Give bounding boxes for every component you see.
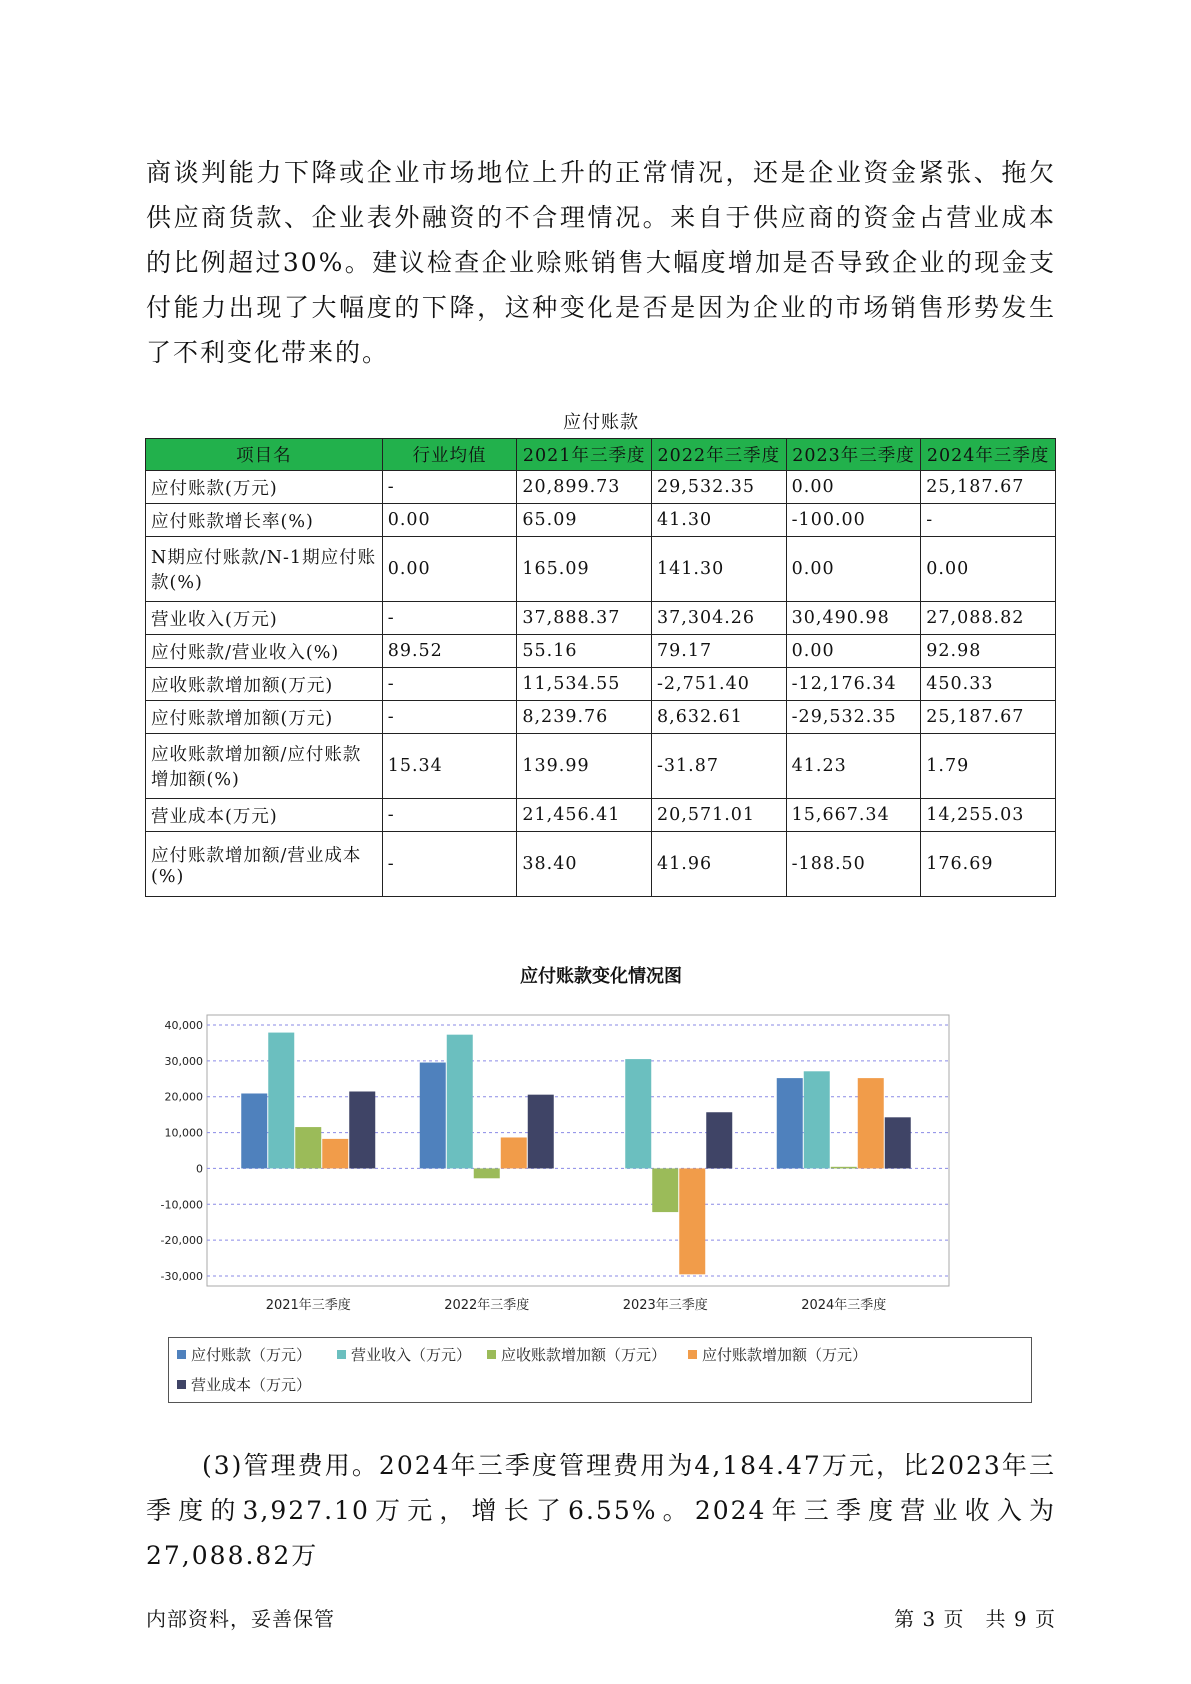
table-row-label: 应收账款增加额/应付账款增加额(%) — [146, 734, 383, 799]
y-tick-label: -20,000 — [160, 1234, 203, 1248]
table-row-label: 营业收入(万元) — [146, 602, 383, 635]
table-header-row — [146, 439, 1056, 471]
bar — [652, 1168, 678, 1212]
footer-page-number: 第 3 页 共 9 页 — [894, 1607, 1056, 1631]
legend-label: 营业收入（万元） — [351, 1346, 472, 1364]
table-cell: 20,571.01 — [652, 799, 787, 832]
table-cell: 8,239.76 — [517, 701, 652, 734]
table-cell: -29,532.35 — [786, 701, 921, 734]
chart-title: 应付账款变化情况图 — [520, 966, 682, 987]
table-row-label: 应付账款/营业收入(%) — [146, 635, 383, 668]
accounts-payable-table — [145, 438, 1056, 897]
table-row — [146, 799, 1056, 832]
table-cell: 14,255.03 — [921, 799, 1056, 832]
table-row — [146, 701, 1056, 734]
bar — [679, 1168, 705, 1274]
y-tick-label: -30,000 — [160, 1270, 203, 1283]
y-tick-label: 40,000 — [164, 1019, 203, 1032]
table-cell: 92.98 — [921, 635, 1056, 668]
legend-label: 应付账款（万元） — [191, 1346, 312, 1364]
legend-swatch — [177, 1350, 186, 1359]
bar — [295, 1127, 321, 1168]
bar — [625, 1059, 651, 1168]
legend-label: 应收账款增加额（万元） — [501, 1346, 667, 1364]
legend-item — [337, 1344, 471, 1365]
table-row — [146, 602, 1056, 635]
table-cell: 8,632.61 — [652, 701, 787, 734]
table-cell: 139.99 — [517, 734, 652, 799]
table-cell: 21,456.41 — [517, 799, 652, 832]
body-paragraph-2: (3)管理费用。2024年三季度管理费用为4,184.47万元，比2023年三季度的3,927.10万元，增长了6.55%。2024年三季度营业收入为27,088.82万 — [146, 1451, 1056, 1570]
table-cell: 0.00 — [382, 537, 517, 602]
table-cell: 176.69 — [921, 832, 1056, 897]
table-cell: - — [382, 602, 517, 635]
y-tick-label: 30,000 — [164, 1054, 203, 1068]
legend-item — [688, 1344, 867, 1365]
bar — [706, 1112, 732, 1168]
bar — [268, 1033, 294, 1169]
bar — [322, 1139, 348, 1169]
table-cell: 29,532.35 — [652, 471, 787, 504]
table-cell: 41.23 — [786, 734, 921, 799]
bar — [804, 1071, 830, 1168]
table-cell: 0.00 — [382, 504, 517, 537]
table-cell: 0.00 — [786, 635, 921, 668]
table-cell: 11,534.55 — [517, 668, 652, 701]
table-cell: -188.50 — [786, 832, 921, 897]
bar — [777, 1078, 803, 1168]
y-tick-label: 20,000 — [164, 1090, 203, 1104]
table-row — [146, 537, 1056, 602]
table-cell: 37,304.26 — [652, 602, 787, 635]
table-row-label: N期应付账款/N-1期应付账款(%) — [146, 537, 383, 602]
table-cell: 1.79 — [921, 734, 1056, 799]
table-cell: 0.00 — [786, 537, 921, 602]
x-tick-label: 2023年三季度 — [622, 1298, 708, 1313]
legend-swatch — [688, 1350, 697, 1359]
table-cell: -12,176.34 — [786, 668, 921, 701]
legend-label: 营业成本（万元） — [191, 1376, 312, 1394]
bar — [501, 1137, 527, 1168]
x-tick-label: 2022年三季度 — [444, 1298, 530, 1313]
table-cell: 65.09 — [517, 504, 652, 537]
bar — [349, 1091, 375, 1168]
table-cell: - — [382, 701, 517, 734]
table-cell: 55.16 — [517, 635, 652, 668]
table-row — [146, 471, 1056, 504]
table-cell: 0.00 — [921, 537, 1056, 602]
table-row-label: 应付账款(万元) — [146, 471, 383, 504]
table-cell: 89.52 — [382, 635, 517, 668]
bar — [528, 1095, 554, 1169]
table-cell: 141.30 — [652, 537, 787, 602]
table-cell: 25,187.67 — [921, 701, 1056, 734]
table-cell: -31.87 — [652, 734, 787, 799]
table-caption: 应付账款 — [563, 412, 639, 433]
table-row — [146, 504, 1056, 537]
legend-swatch — [337, 1350, 346, 1359]
bar — [241, 1093, 267, 1168]
table-cell: - — [921, 504, 1056, 537]
x-tick-label: 2021年三季度 — [265, 1298, 351, 1313]
legend-swatch — [487, 1350, 496, 1359]
table-cell: 38.40 — [517, 832, 652, 897]
table-header-cell: 2022年三季度 — [652, 439, 787, 471]
legend-label: 应付账款增加额（万元） — [702, 1346, 868, 1364]
table-cell: -2,751.40 — [652, 668, 787, 701]
table-row — [146, 668, 1056, 701]
bar-chart — [160, 995, 960, 1325]
legend-item — [487, 1344, 666, 1365]
table-cell: 79.17 — [652, 635, 787, 668]
bar — [420, 1063, 446, 1169]
table-row-label: 应付账款增长率(%) — [146, 504, 383, 537]
table-row-label: 营业成本(万元) — [146, 799, 383, 832]
table-row — [146, 832, 1056, 897]
bar — [858, 1078, 884, 1168]
table-cell: 30,490.98 — [786, 602, 921, 635]
table-row-label: 应付账款增加额/营业成本(%) — [146, 832, 383, 897]
table-cell: - — [382, 471, 517, 504]
table-header-cell: 2021年三季度 — [517, 439, 652, 471]
table-cell: 450.33 — [921, 668, 1056, 701]
x-tick-label: 2024年三季度 — [801, 1298, 887, 1313]
table-row — [146, 635, 1056, 668]
table-cell: 15.34 — [382, 734, 517, 799]
table-header-cell: 2024年三季度 — [921, 439, 1056, 471]
table-cell: 27,088.82 — [921, 602, 1056, 635]
legend-item — [177, 1344, 311, 1365]
table-cell: 41.96 — [652, 832, 787, 897]
y-tick-label: -10,000 — [160, 1198, 203, 1212]
table-row — [146, 734, 1056, 799]
table-cell: 20,899.73 — [517, 471, 652, 504]
bar — [831, 1167, 857, 1169]
table-header-cell: 行业均值 — [382, 439, 517, 471]
table-cell: - — [382, 668, 517, 701]
table-cell: 165.09 — [517, 537, 652, 602]
legend-item — [177, 1374, 311, 1395]
table-cell: 41.30 — [652, 504, 787, 537]
table-cell: - — [382, 832, 517, 897]
table-cell: - — [382, 799, 517, 832]
table-cell: -100.00 — [786, 504, 921, 537]
chart-legend — [168, 1337, 1032, 1403]
table-row-label: 应收账款增加额(万元) — [146, 668, 383, 701]
table-cell: 37,888.37 — [517, 602, 652, 635]
y-tick-label: 0 — [196, 1162, 203, 1176]
bar — [885, 1117, 911, 1168]
table-header-cell: 项目名 — [146, 439, 383, 471]
bar — [474, 1168, 500, 1178]
table-cell: 15,667.34 — [786, 799, 921, 832]
y-tick-label: 10,000 — [164, 1126, 203, 1140]
table-row-label: 应付账款增加额(万元) — [146, 701, 383, 734]
footer-confidential-note: 内部资料，妥善保管 — [146, 1607, 335, 1631]
table-cell: 0.00 — [786, 471, 921, 504]
legend-swatch — [177, 1380, 186, 1389]
bar — [447, 1035, 473, 1169]
table-body — [146, 471, 1056, 897]
table-cell: 25,187.67 — [921, 471, 1056, 504]
body-paragraph-1: 商谈判能力下降或企业市场地位上升的正常情况，还是企业资金紧张、拖欠供应商货款、企业表外融资的不合理情况。来自于供应商的资金占营业成本的比例超过30%。建议检查企业赊账销售大幅度增加是否导致企业的现金支付能力出现了大幅度的下降，这种变化是否是因为企业的市场销售形势发生了不利变化带来的。 — [146, 158, 1056, 367]
table-header-cell: 2023年三季度 — [786, 439, 921, 471]
